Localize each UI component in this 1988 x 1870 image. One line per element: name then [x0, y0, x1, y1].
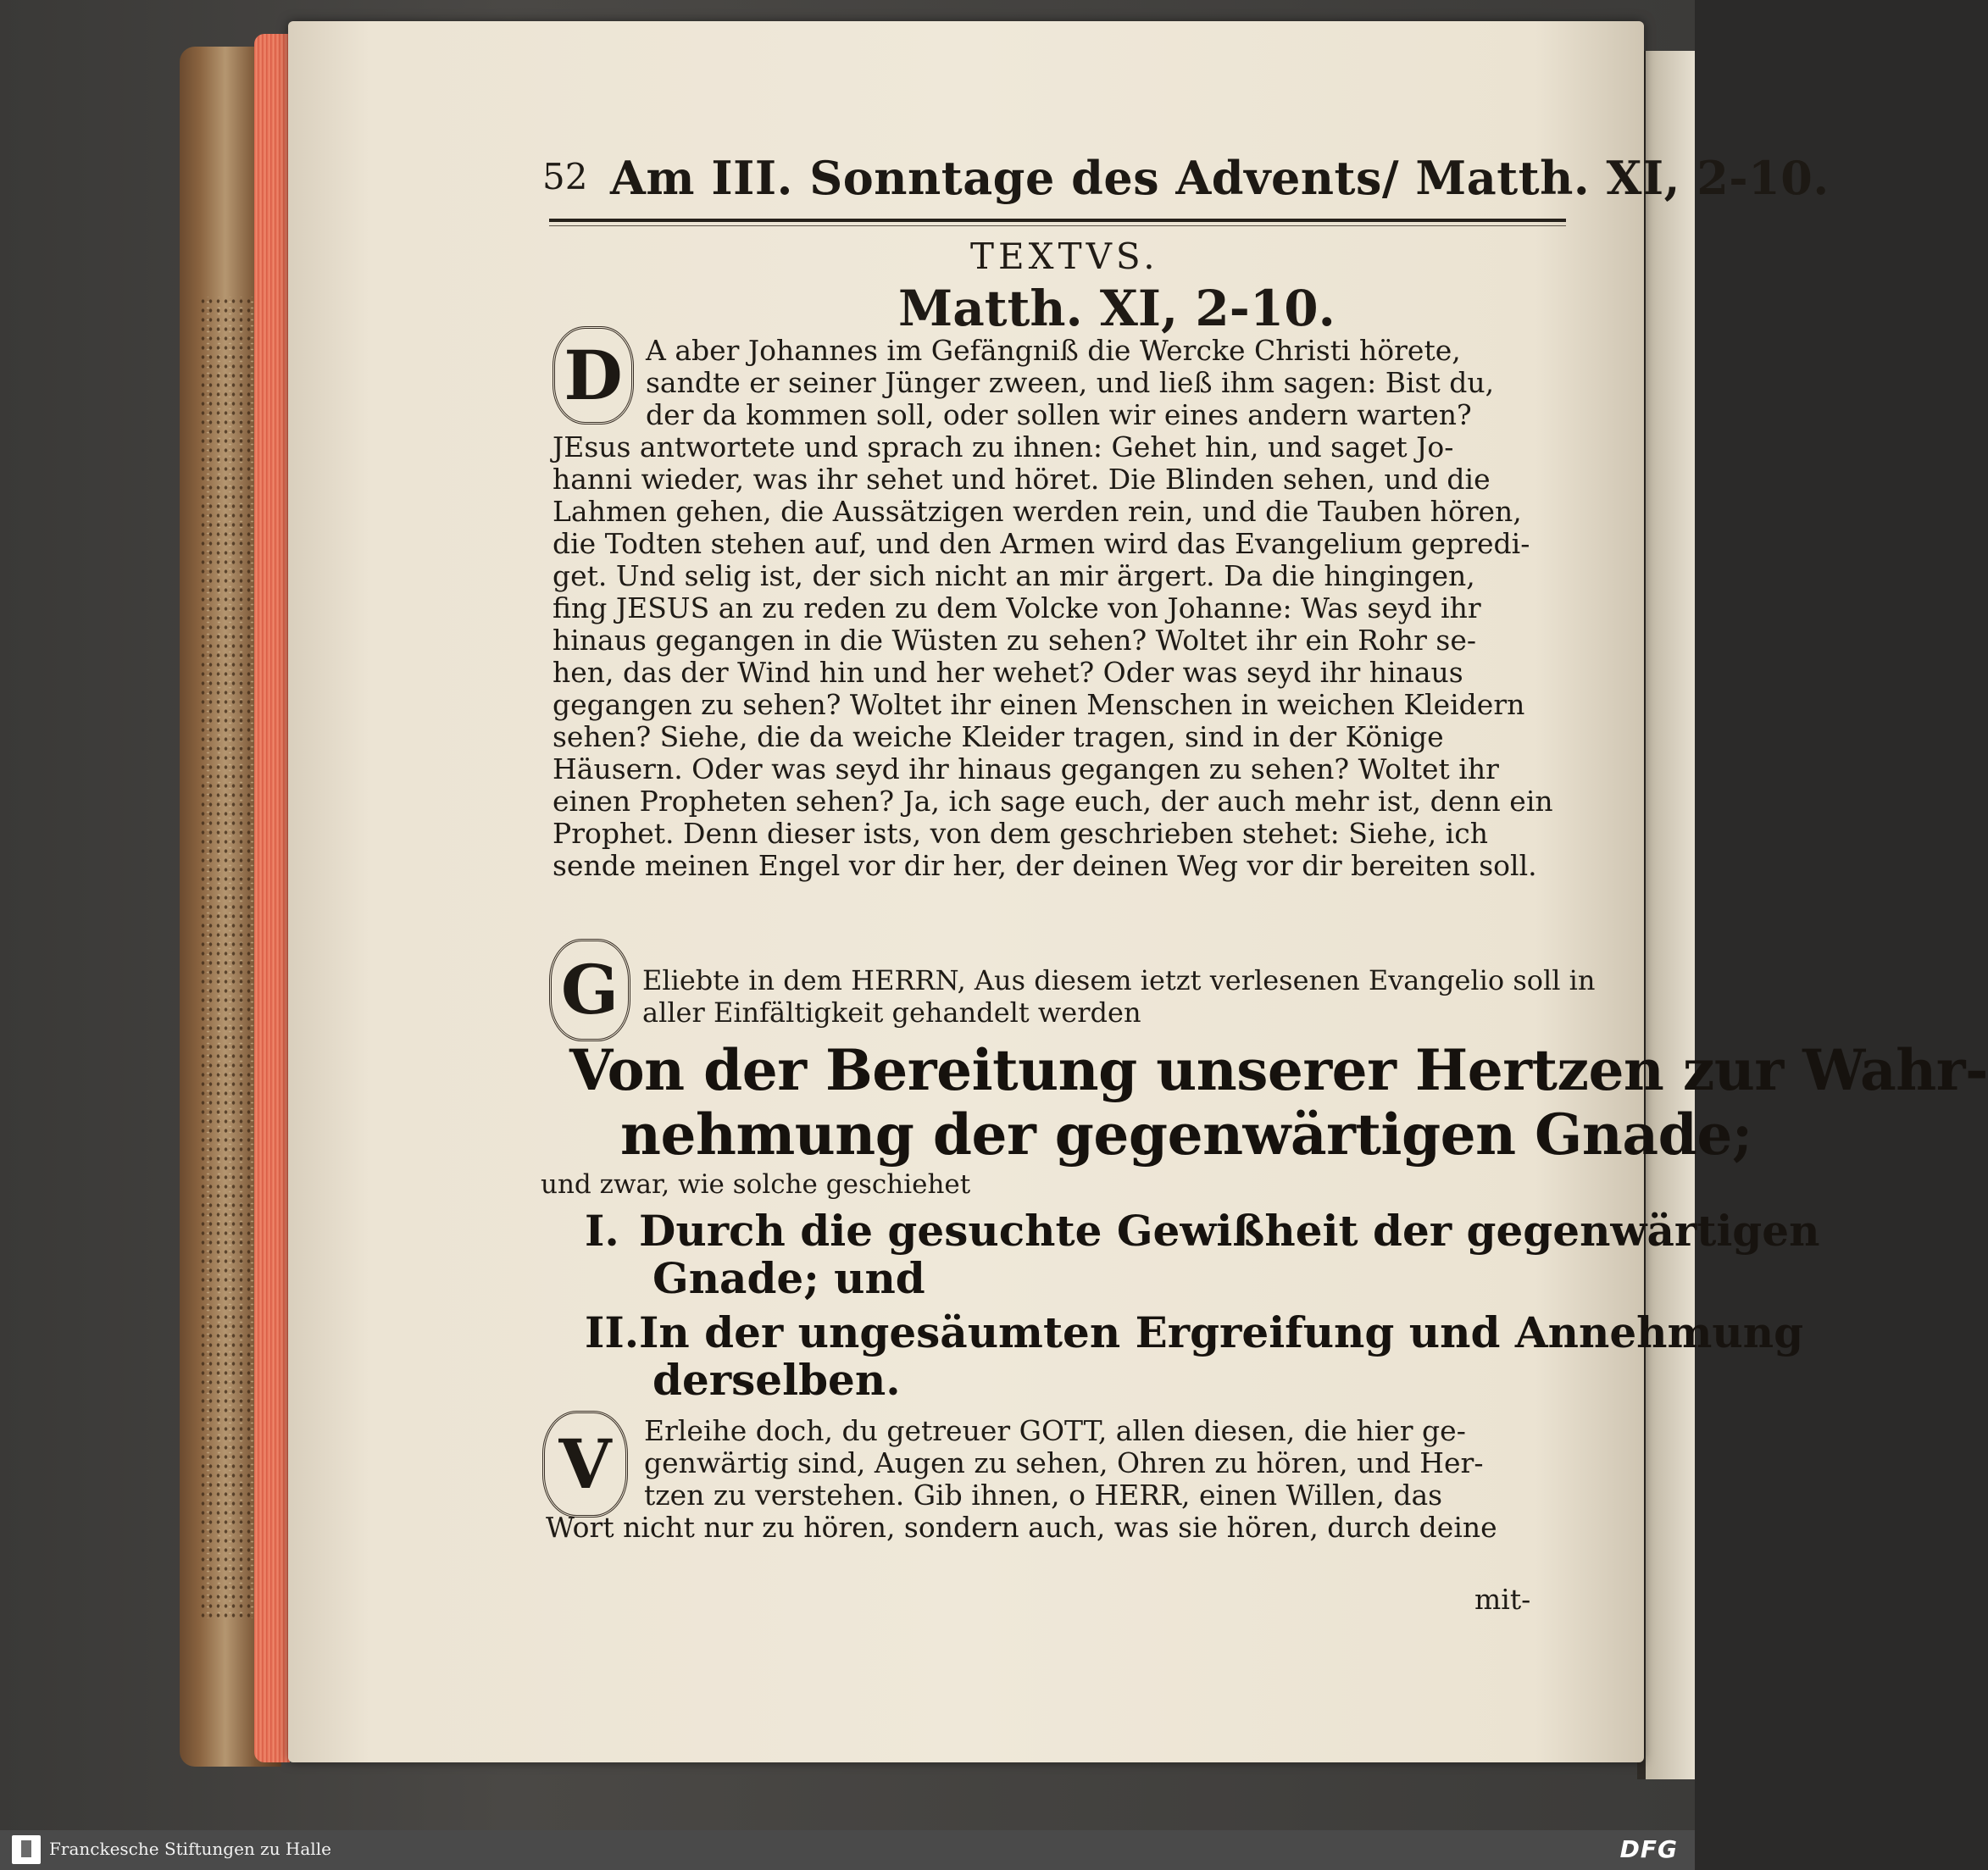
- theme-subtitle: und zwar, wie solche geschiehet: [541, 1169, 971, 1200]
- text-line: fing JESUS an zu reden zu dem Volcke von Johanne: Was seyd ihr: [553, 591, 1481, 624]
- text-line: hinaus gegangen in die Wüsten zu sehen? Woltet ihr ein Rohr se-: [553, 624, 1477, 657]
- text-line: sandte er seiner Jünger zween, und ließ ihm sagen: Bist du,: [646, 366, 1495, 399]
- textus-label: TEXTVS.: [970, 236, 1159, 277]
- running-head: [542, 151, 1830, 219]
- division-number: II.: [585, 1307, 640, 1357]
- intro-dropcap: G: [549, 939, 630, 1041]
- text-line: Wort nicht nur zu hören, sondern auch, was sie hören, durch deine: [546, 1511, 1497, 1544]
- institution-logo-icon[interactable]: [12, 1835, 41, 1864]
- text-line: gegangen zu sehen? Woltet ihr einen Menschen in weichen Kleidern: [553, 688, 1525, 721]
- prayer-text: [546, 1512, 1497, 1544]
- head-rule-thin: [549, 225, 1566, 226]
- prayer-opening: [644, 1415, 1483, 1512]
- theme-line: nehmung der gegenwärtigen Gnade;: [620, 1101, 1752, 1168]
- gospel-opening: [646, 335, 1494, 431]
- head-rule: [549, 219, 1566, 222]
- marbled-cover: [199, 297, 258, 1618]
- text-line: Prophet. Denn dieser ists, von dem geschrieben stehet: Siehe, ich: [553, 817, 1488, 850]
- institution-name[interactable]: Franckesche Stiftungen zu Halle: [49, 1839, 331, 1859]
- gospel-dropcap: D: [553, 326, 634, 424]
- dfg-logo[interactable]: DFG: [1619, 1835, 1678, 1863]
- catchword: mit-: [1474, 1583, 1531, 1616]
- running-title: Am III. Sonntage des Advents/ Matth. XI, 2-10.: [610, 151, 1830, 205]
- text-line: Eliebte in dem HERRN, Aus diesem ietzt verlesenen Evangelio soll in: [642, 964, 1596, 996]
- division-text: Gnade; und: [652, 1253, 925, 1303]
- text-line: sende meinen Engel vor dir her, der deinen Weg vor dir bereiten soll.: [553, 849, 1537, 882]
- division-text: In der ungesäumten Ergreifung und Annehmung: [639, 1307, 1804, 1357]
- division-two: [585, 1309, 1803, 1404]
- text-line: die Todten stehen auf, und den Armen wird das Evangelium gepredi-: [553, 527, 1530, 560]
- text-line: Häusern. Oder was seyd ihr hinaus gegangen zu sehen? Woltet ihr: [553, 752, 1499, 785]
- text-line: hen, das der Wind hin und her wehet? Oder was seyd ihr hinaus: [553, 656, 1463, 689]
- text-line: einen Propheten sehen? Ja, ich sage euch, der auch mehr ist, denn ein: [553, 785, 1553, 818]
- text-line: Lahmen gehen, die Aussätzigen werden rein, und die Tauben hören,: [553, 495, 1522, 528]
- division-one: [585, 1207, 1819, 1302]
- facing-page-edge: [1646, 51, 1695, 1779]
- division-number: I.: [585, 1206, 619, 1256]
- text-line: hanni wieder, was ihr sehet und höret. Die Blinden sehen, und die: [553, 463, 1491, 496]
- gospel-text: [553, 431, 1553, 882]
- division-text: derselben.: [652, 1355, 901, 1405]
- text-line: JEsus antwortete und sprach zu ihnen: Gehet hin, und saget Jo-: [553, 430, 1454, 463]
- text-line: aller Einfältigkeit gehandelt werden: [642, 996, 1141, 1029]
- text-line: genwärtig sind, Augen zu sehen, Ohren zu hören, und Her-: [644, 1446, 1484, 1479]
- textus-reference: Matth. XI, 2-10.: [898, 280, 1336, 337]
- prayer-dropcap: V: [542, 1411, 628, 1518]
- text-line: Erleihe doch, du getreuer GOTT, allen diesen, die hier ge-: [644, 1414, 1466, 1447]
- page-number: 52: [542, 156, 588, 197]
- division-text: Durch die gesuchte Gewißheit der gegenwärtigen: [639, 1206, 1820, 1256]
- sermon-theme: [569, 1038, 1988, 1167]
- text-line: sehen? Siehe, die da weiche Kleider tragen, sind in der Könige: [553, 720, 1444, 753]
- text-line: tzen zu verstehen. Gib ihnen, o HERR, einen Willen, das: [644, 1479, 1443, 1512]
- intro-text: [642, 964, 1595, 1029]
- text-line: get. Und selig ist, der sich nicht an mir ärgert. Da die hingingen,: [553, 559, 1475, 592]
- viewer-footer: [0, 1830, 1695, 1870]
- text-line: A aber Johannes im Gefängniß die Wercke Christi hörete,: [646, 334, 1461, 367]
- theme-line: Von der Bereitung unserer Hertzen zur Wahr-: [569, 1037, 1988, 1103]
- red-page-edges: [254, 34, 290, 1762]
- text-line: der da kommen soll, oder sollen wir eines andern warten?: [646, 398, 1472, 431]
